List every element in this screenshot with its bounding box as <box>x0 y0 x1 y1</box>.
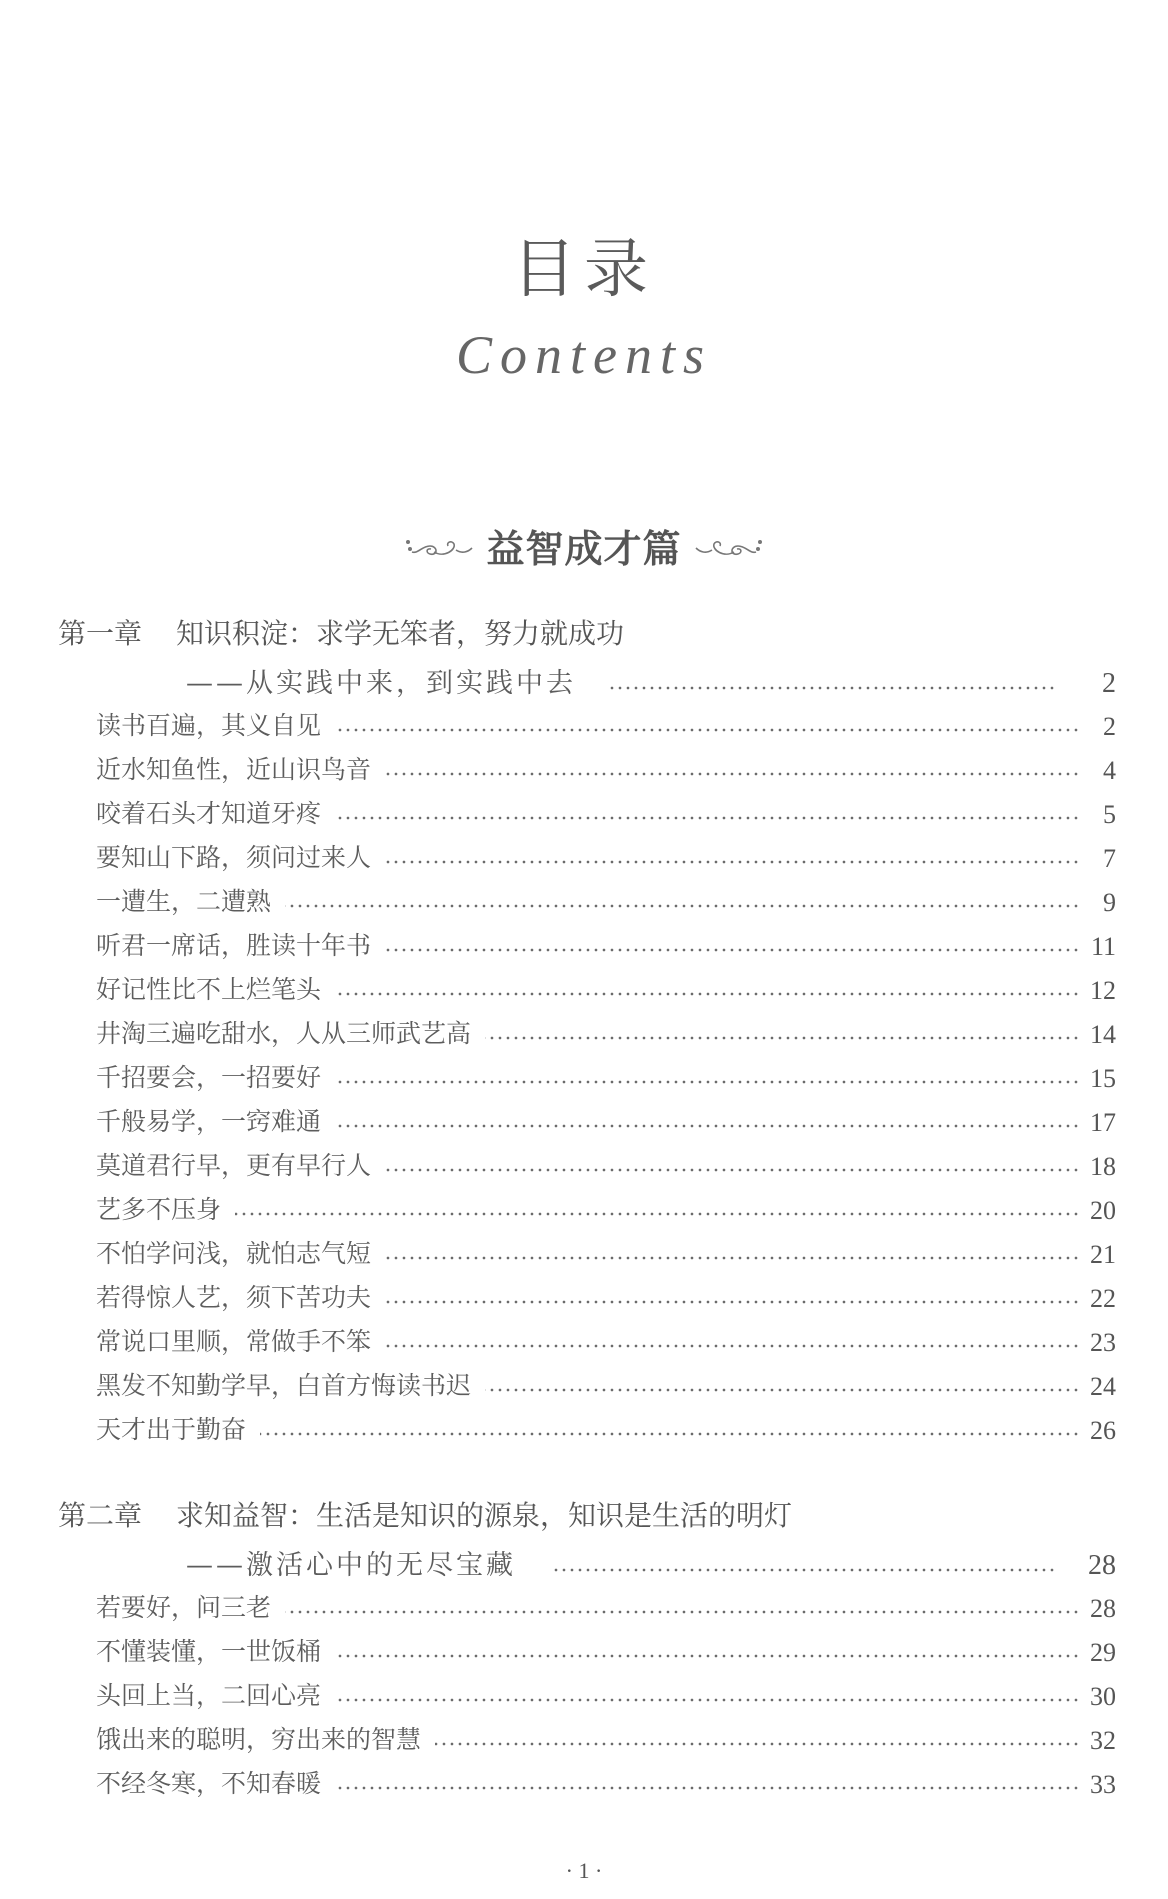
entry-title: 艺多不压身 <box>96 1195 222 1224</box>
page-number: 32 <box>1090 1726 1116 1755</box>
page-number: 21 <box>1090 1240 1116 1269</box>
scroll-ornament-left-icon <box>404 532 476 560</box>
page-number: 28 <box>1088 1550 1116 1581</box>
page-number: 26 <box>1090 1416 1116 1445</box>
dot-leader <box>335 1653 1080 1659</box>
page-number: 2 <box>1103 712 1116 741</box>
dot-leader <box>385 947 1080 953</box>
dot-leader <box>385 1343 1080 1349</box>
chapter-heading[interactable] <box>58 612 624 652</box>
page-number: 24 <box>1090 1372 1116 1401</box>
page-number: 20 <box>1090 1196 1116 1225</box>
page-number: 2 <box>1102 668 1116 699</box>
page-number: 9 <box>1103 888 1116 917</box>
dot-leader <box>485 1035 1080 1041</box>
section-heading <box>0 518 1168 573</box>
entry-title: 常说口里顺，常做手不笨 <box>96 1327 372 1356</box>
toc-entry[interactable] <box>96 1236 1116 1270</box>
page-number: 23 <box>1090 1328 1116 1357</box>
section-title: 益智成才篇 <box>486 526 682 571</box>
entry-title: 读书百遍，其义自见 <box>96 711 322 740</box>
page-number: 12 <box>1090 976 1116 1005</box>
page-number: 18 <box>1090 1152 1116 1181</box>
toc-entry[interactable] <box>96 972 1116 1006</box>
dot-leader <box>550 1567 1056 1573</box>
dot-leader <box>260 1431 1080 1437</box>
chapter-subtitle: ——从实践中来，到实践中去 <box>186 668 576 699</box>
chapter-title: 求知益智：生活是知识的源泉，知识是生活的明灯 <box>176 1499 793 1532</box>
toc-entry[interactable] <box>96 1634 1116 1668</box>
toc-entry[interactable] <box>96 1722 1116 1756</box>
toc-entry[interactable] <box>96 840 1116 874</box>
dot-leader <box>335 1785 1080 1791</box>
chapter-subtitle-row[interactable] <box>186 666 1116 700</box>
dot-leader <box>610 685 1056 691</box>
page-number: 4 <box>1103 756 1116 785</box>
dot-leader <box>385 1167 1080 1173</box>
entry-title: 黑发不知勤学早，白首方悔读书迟 <box>96 1371 472 1400</box>
dot-leader <box>335 991 1080 997</box>
chapter-number: 第一章 <box>58 617 143 650</box>
entry-title: 天才出于勤奋 <box>96 1415 247 1444</box>
page-number: 29 <box>1090 1638 1116 1667</box>
dot-leader <box>335 727 1080 733</box>
entry-title: 千招要会，一招要好 <box>96 1063 322 1092</box>
dot-leader <box>435 1741 1080 1747</box>
entry-title: 不懂装懂，一世饭桶 <box>96 1637 322 1666</box>
page-number: 15 <box>1090 1064 1116 1093</box>
toc-entry[interactable] <box>96 796 1116 830</box>
dot-leader <box>335 1123 1080 1129</box>
dot-leader <box>285 903 1080 909</box>
toc-entry[interactable] <box>96 1148 1116 1182</box>
dot-leader <box>385 859 1080 865</box>
page-number: 28 <box>1090 1594 1116 1623</box>
dot-leader <box>335 1697 1080 1703</box>
page-number: 5 <box>1103 800 1116 829</box>
page-folio: · 1 · <box>565 1858 603 1883</box>
chapter-heading[interactable] <box>58 1494 792 1534</box>
toc-entry[interactable] <box>96 1590 1116 1624</box>
page-number: 22 <box>1090 1284 1116 1313</box>
entry-title: 不怕学问浅，就怕志气短 <box>96 1239 372 1268</box>
toc-entry[interactable] <box>96 1192 1116 1226</box>
entry-title: 头回上当，二回心亮 <box>96 1681 322 1710</box>
dot-leader <box>485 1387 1080 1393</box>
dot-leader <box>385 1255 1080 1261</box>
dot-leader <box>335 1079 1080 1085</box>
toc-entry[interactable] <box>96 1766 1116 1800</box>
entry-title: 近水知鱼性，近山识鸟音 <box>96 755 372 784</box>
page-number: 11 <box>1090 932 1116 961</box>
chapter-subtitle: ——激活心中的无尽宝藏 <box>186 1550 516 1581</box>
entry-title: 莫道君行早，更有早行人 <box>96 1151 372 1180</box>
entry-title: 一遭生，二遭熟 <box>96 887 272 916</box>
chapter-subtitle-row[interactable] <box>186 1548 1116 1582</box>
toc-entry[interactable] <box>96 1016 1116 1050</box>
entry-title: 若要好，问三老 <box>96 1593 272 1622</box>
entry-title: 若得惊人艺，须下苦功夫 <box>96 1283 372 1312</box>
toc-entry[interactable] <box>96 1104 1116 1138</box>
entry-title: 不经冬寒，不知春暖 <box>96 1769 322 1798</box>
scroll-ornament-right-icon <box>692 532 764 560</box>
dot-leader <box>285 1609 1080 1615</box>
dot-leader <box>385 771 1080 777</box>
entry-title: 千般易学，一窍难通 <box>96 1107 322 1136</box>
toc-entry[interactable] <box>96 1060 1116 1094</box>
entry-title: 饿出来的聪明，穷出来的智慧 <box>96 1725 422 1754</box>
toc-entry[interactable] <box>96 928 1116 962</box>
dot-leader <box>235 1211 1080 1217</box>
entry-title: 要知山下路，须问过来人 <box>96 843 372 872</box>
toc-entry[interactable] <box>96 1324 1116 1358</box>
toc-entry[interactable] <box>96 1280 1116 1314</box>
page-title-english: Contents <box>455 325 712 385</box>
toc-entry[interactable] <box>96 752 1116 786</box>
page-number: 14 <box>1090 1020 1116 1049</box>
chapter-title: 知识积淀：求学无笨者，努力就成功 <box>176 617 625 650</box>
toc-entry[interactable] <box>96 884 1116 918</box>
page-number: 33 <box>1090 1770 1116 1799</box>
chapter-number: 第二章 <box>58 1499 143 1532</box>
toc-entry[interactable] <box>96 1412 1116 1446</box>
dot-leader <box>335 815 1080 821</box>
page-number: 7 <box>1103 844 1116 873</box>
entry-title: 好记性比不上烂笔头 <box>96 975 322 1004</box>
page-number: 30 <box>1090 1682 1116 1711</box>
entry-title: 咬着石头才知道牙疼 <box>96 799 322 828</box>
dot-leader <box>385 1299 1080 1305</box>
entry-title: 听君一席话，胜读十年书 <box>96 931 372 960</box>
toc-entry[interactable] <box>96 1678 1116 1712</box>
toc-entry[interactable] <box>96 1368 1116 1402</box>
toc-entry[interactable] <box>96 708 1116 742</box>
page-number: 17 <box>1090 1108 1116 1137</box>
entry-title: 井淘三遍吃甜水，人从三师武艺高 <box>96 1019 472 1048</box>
page-title: 目录 <box>512 233 656 307</box>
